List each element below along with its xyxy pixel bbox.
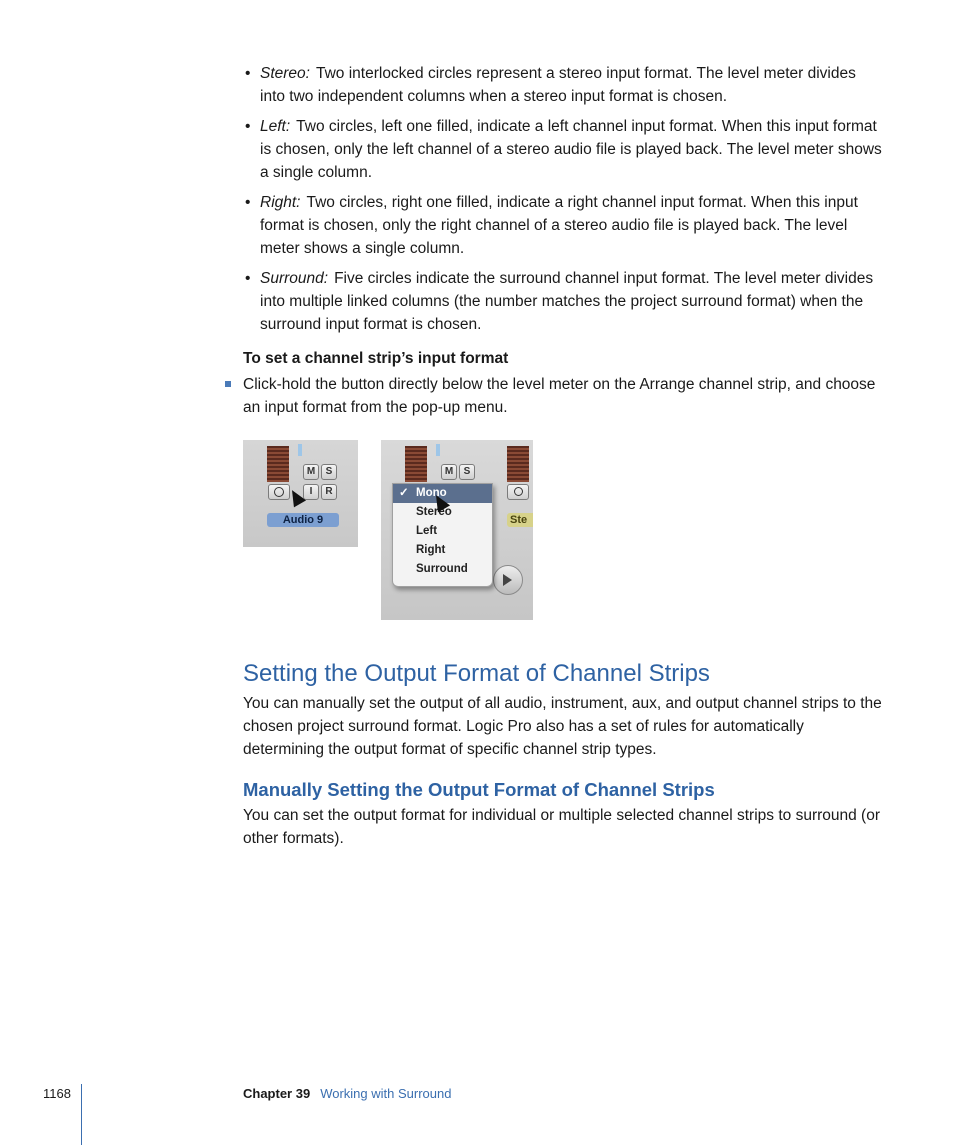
format-bullet-list xyxy=(243,62,883,343)
bullet-text: Five circles indicate the surround channel input format. The level meter divides into multiple linked columns (the number matches the project surround format) when the surround input format is chosen. xyxy=(260,270,874,333)
solo-button[interactable]: S xyxy=(459,464,475,480)
input-format-menu-screenshot xyxy=(381,440,533,620)
bullet-term: Right: xyxy=(260,194,301,211)
menu-item-label: Mono xyxy=(416,487,447,499)
bullet-term: Stereo: xyxy=(260,65,310,82)
task-step xyxy=(225,373,883,419)
bullet-text: Two interlocked circles represent a stereo input format. The level meter divides into two independent columns when a stereo input format is chosen. xyxy=(260,65,856,105)
subsection-paragraph: You can set the output format for individual or multiple selected channel strips to surround (or other formats). xyxy=(243,807,880,847)
task-heading: To set a channel strip’s input format xyxy=(243,350,509,367)
bullet-stereo: • Stereo: Two interlocked circles represent a stereo input format. The level meter divides into two independent columns when a stereo input format is chosen. xyxy=(245,65,856,105)
bullet-right: • Right: Two circles, right one filled, indicate a right channel input format. When this input format is chosen, only the right channel of a stereo audio file is played back. The level meter shows a single column. xyxy=(245,194,858,257)
chapter-number: Chapter 39 xyxy=(243,1086,311,1101)
level-meter-adjacent xyxy=(507,446,529,482)
menu-item-left[interactable]: Left xyxy=(416,525,438,537)
stereo-format-button[interactable] xyxy=(507,484,529,500)
bullet-left: • Left: Two circles, left one filled, indicate a left channel input format. When this input format is chosen, only the left channel of a stereo audio file is played back. The level meter shows a single column. xyxy=(245,118,882,181)
menu-item-stereo[interactable]: Stereo xyxy=(416,506,452,518)
level-meter xyxy=(405,446,427,482)
footer-divider xyxy=(81,1084,82,1145)
input-monitor-button[interactable]: I xyxy=(303,484,319,500)
menu-item-surround[interactable]: Surround xyxy=(416,563,468,575)
mute-button[interactable]: M xyxy=(441,464,457,480)
meter-indicator xyxy=(436,444,440,456)
solo-button[interactable]: S xyxy=(321,464,337,480)
mono-circle-icon xyxy=(274,487,284,497)
bullet-term: Surround: xyxy=(260,270,329,287)
step-square-icon xyxy=(225,381,231,387)
meter-indicator xyxy=(298,444,302,456)
section-heading: Setting the Output Format of Channel Strips xyxy=(243,660,710,687)
mute-button[interactable]: M xyxy=(303,464,319,480)
section-paragraph: You can manually set the output of all audio, instrument, aux, and output channel strips to the chosen project surround format. Logic Pro also has a set of rules for automatically determining the output format of specific channel strip types. xyxy=(243,695,882,758)
level-meter xyxy=(267,446,289,482)
footer-chapter xyxy=(243,1086,451,1101)
checkmark-icon: ✓ xyxy=(399,487,409,499)
menu-item-right[interactable]: Right xyxy=(416,544,446,556)
play-button[interactable] xyxy=(493,565,523,595)
bullet-text: Two circles, right one filled, indicate a right channel input format. When this input format is chosen, only the right channel of a stereo audio file is played back. The level meter shows a single column. xyxy=(260,194,858,257)
page-number: 1168 xyxy=(43,1086,71,1101)
play-icon xyxy=(503,574,512,586)
record-enable-button[interactable]: R xyxy=(321,484,337,500)
channel-name[interactable]: Audio 9 xyxy=(267,513,339,527)
bullet-term: Left: xyxy=(260,118,291,135)
subsection-heading: Manually Setting the Output Format of Channel Strips xyxy=(243,779,715,800)
channel-strip-screenshot xyxy=(243,440,358,547)
step-text: Click-hold the button directly below the level meter on the Arrange channel strip, and choose an input format from the pop-up menu. xyxy=(243,376,876,416)
chapter-title: Working with Surround xyxy=(320,1086,452,1101)
channel-name-partial[interactable]: Ste xyxy=(507,513,533,527)
bullet-surround: • Surround: Five circles indicate the surround channel input format. The level meter divides into multiple linked columns (the number matches the project surround format) when the surround input format is chosen. xyxy=(245,270,874,333)
stereo-circle-icon xyxy=(514,487,523,496)
bullet-text: Two circles, left one filled, indicate a left channel input format. When this input format is chosen, only the left channel of a stereo audio file is played back. The level meter shows a single column. xyxy=(260,118,882,181)
